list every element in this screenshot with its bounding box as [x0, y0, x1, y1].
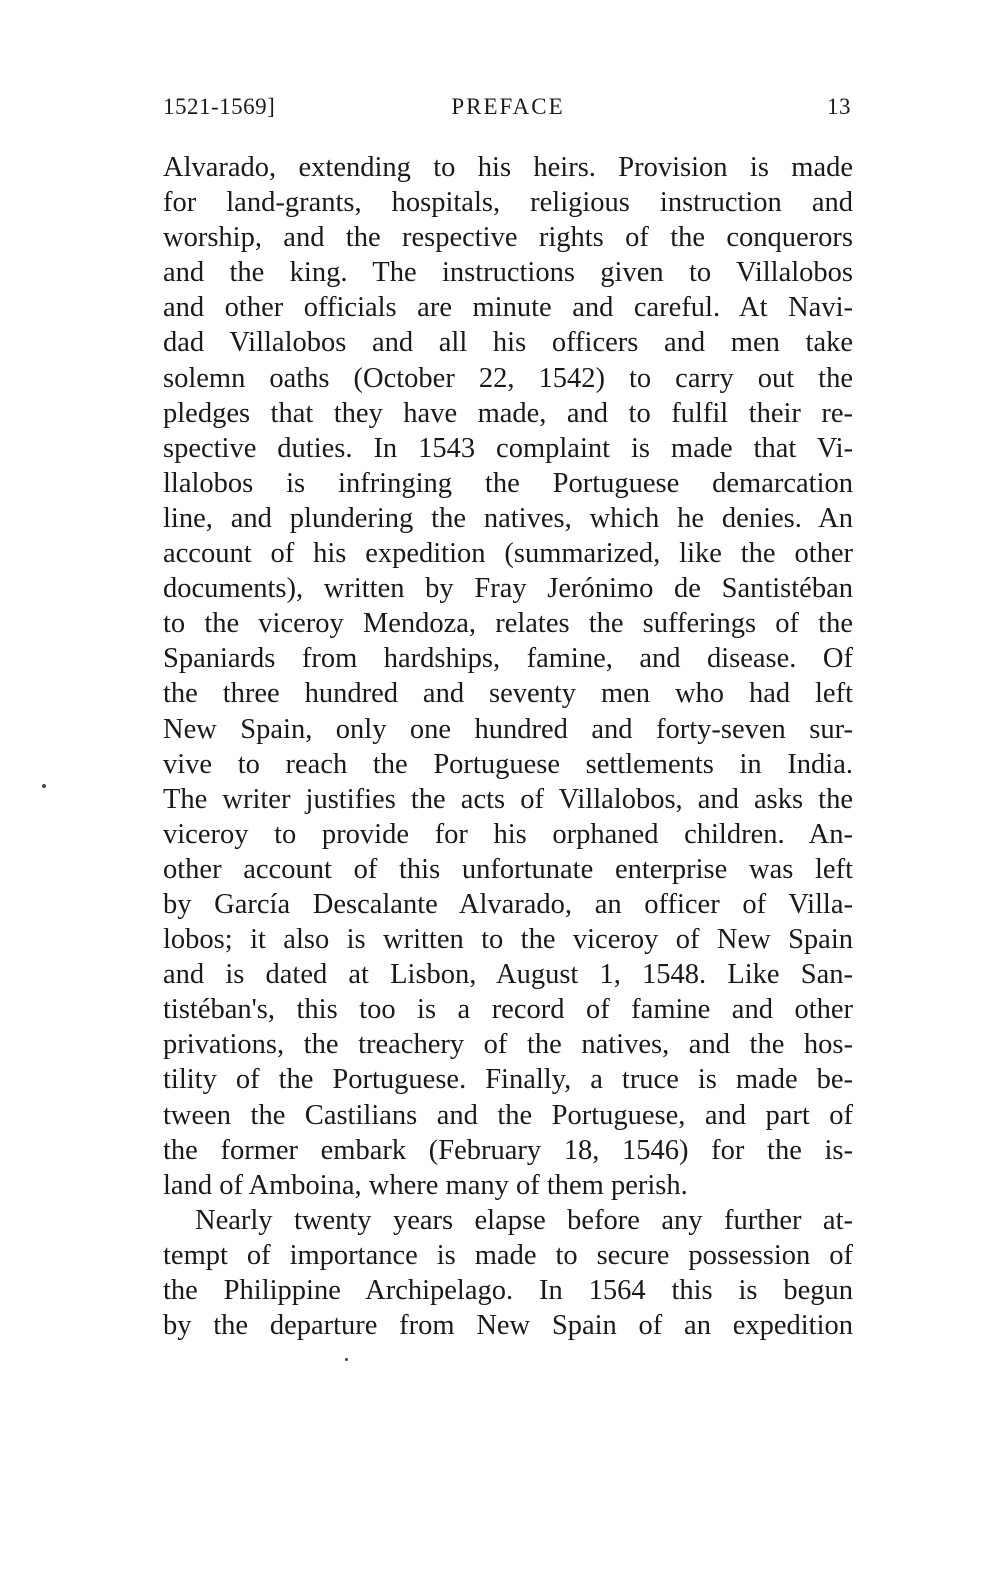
- text-line: the three hundred and seventy men who had left: [163, 678, 853, 710]
- text-line: and is dated at Lisbon, August 1, 1548. Like San-: [163, 959, 853, 991]
- text-line: by the departure from New Spain of an expedition: [163, 1310, 853, 1342]
- text-line: tween the Castilians and the Portuguese, and part of: [163, 1099, 853, 1131]
- text-line: New Spain, only one hundred and forty-seven sur-: [163, 713, 853, 745]
- date-range-header: 1521-1569]: [163, 94, 276, 119]
- paragraph-2: [163, 1203, 853, 1343]
- text-line: Nearly twenty years elapse before any further at-: [195, 1204, 853, 1236]
- text-line: worship, and the respective rights of the conquerors: [163, 222, 853, 254]
- text-line: vive to reach the Portuguese settlements in India.: [163, 748, 853, 780]
- text-line: lobos; it also is written to the viceroy of New Spain: [163, 924, 853, 956]
- text-line: The writer justifies the acts of Villalobos, and asks the: [163, 783, 853, 815]
- text-line: tempt of importance is made to secure possession of: [163, 1239, 853, 1271]
- running-head: [163, 94, 853, 130]
- text-line: tistéban's, this too is a record of famine and other: [163, 994, 853, 1026]
- text-line: the former embark (February 18, 1546) for the is-: [163, 1134, 853, 1166]
- text-line: other account of this unfortunate enterprise was left: [163, 853, 853, 885]
- text-line: land of Amboina, where many of them perish.: [163, 1169, 688, 1201]
- print-speck: [345, 1358, 348, 1361]
- text-line: and the king. The instructions given to Villalobos: [163, 257, 853, 289]
- text-line: llalobos is infringing the Portuguese demarcation: [163, 467, 853, 499]
- text-line: viceroy to provide for his orphaned children. An-: [163, 818, 853, 850]
- text-line: Alvarado, extending to his heirs. Provision is made: [163, 152, 853, 183]
- text-line: for land-grants, hospitals, religious instruction and: [163, 187, 853, 219]
- text-line: privations, the treachery of the natives, and the hos-: [163, 1029, 853, 1061]
- text-line: spective duties. In 1543 complaint is made that Vi-: [163, 432, 853, 464]
- page-number: 13: [827, 94, 851, 119]
- text-line: documents), written by Fray Jerónimo de Santistéban: [163, 573, 853, 605]
- text-line: by García Descalante Alvarado, an officer of Villa-: [163, 888, 853, 920]
- text-line: the Philippine Archipelago. In 1564 this is begun: [163, 1275, 853, 1306]
- text-line: account of his expedition (summarized, like the other: [163, 538, 853, 570]
- text-line: Spaniards from hardships, famine, and disease. Of: [163, 643, 853, 675]
- text-line: solemn oaths (October 22, 1542) to carry out the: [163, 362, 853, 394]
- text-line: tility of the Portuguese. Finally, a truce is made be-: [163, 1064, 853, 1096]
- text-line: to the viceroy Mendoza, relates the sufferings of the: [163, 608, 853, 640]
- body-text: [163, 150, 853, 1343]
- paragraph-1: [163, 150, 853, 1203]
- text-line: dad Villalobos and all his officers and men take: [163, 327, 853, 359]
- text-line: pledges that they have made, and to fulfil their re-: [163, 397, 853, 429]
- text-line: and other officials are minute and careful. At Navi-: [163, 292, 853, 324]
- text-line: line, and plundering the natives, which he denies. An: [163, 502, 853, 534]
- print-speck: [42, 784, 46, 788]
- section-title: PREFACE: [451, 94, 565, 119]
